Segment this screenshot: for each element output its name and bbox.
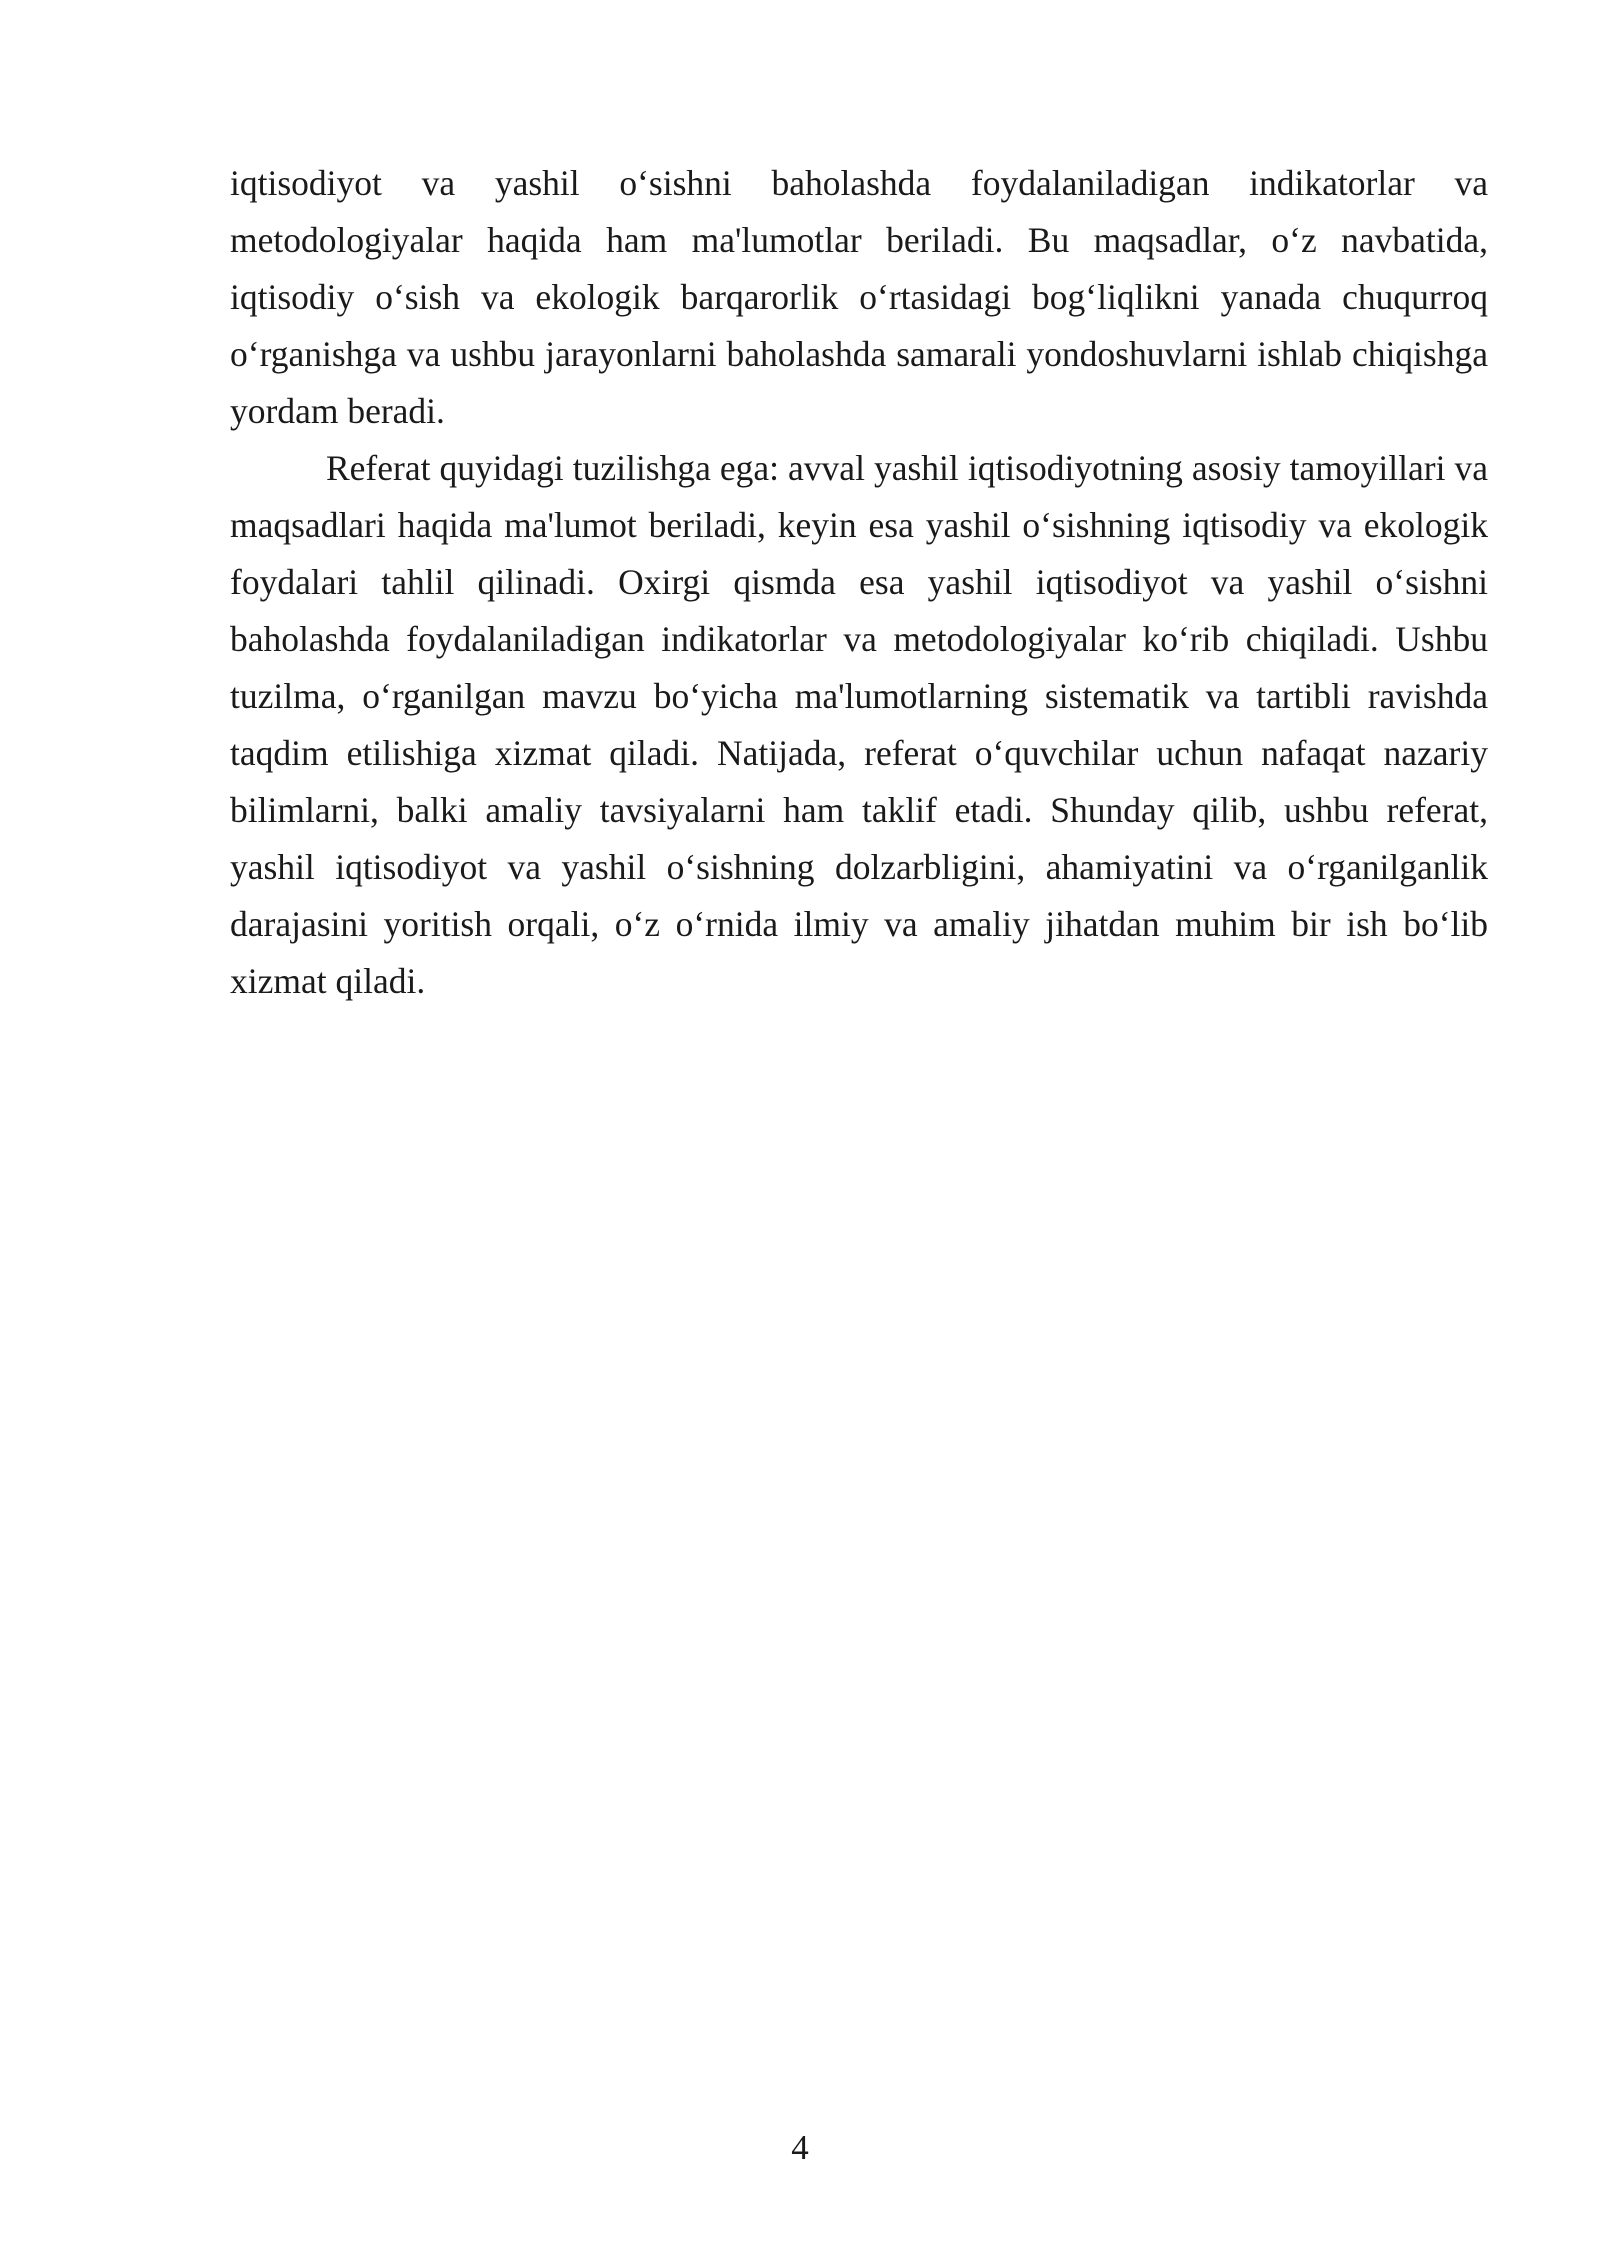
page-number: 4: [791, 2128, 809, 2167]
paragraph-structure: Referat quyidagi tuzilishga ega: avval yashil iqtisodiyotning asosiy tamoyillari va maqsadlari haqida ma'lumot beriladi, keyin esa yashil o‘sishning iqtisodiy va ekologik foydalari tahlil qilinadi. Oxirgi qismda esa yashil iqtisodiyot va yashil o‘sishni baholashda foydalaniladigan indikatorlar va metodologiyalar ko‘rib chiqiladi. Ushbu tuzilma, o‘rganilgan mavzu bo‘yicha ma'lumotlarning sistematik va tartibli ravishda taqdim etilishiga xizmat qiladi. Natijada, referat o‘quvchilar uchun nafaqat nazariy bilimlarni, balki amaliy tavsiyalarni ham taklif etadi. Shunday qilib, ushbu referat, yashil iqtisodiyot va yashil o‘sishning dolzarbligini, ahamiyatini va o‘rganilganlik darajasini yoritish orqali, o‘z o‘rnida ilmiy va amaliy jihatdan muhim bir ish bo‘lib xizmat qiladi.: [230, 448, 1488, 1001]
page-body: [230, 155, 1488, 1010]
paragraph-continuation: iqtisodiyot va yashil o‘sishni baholashda foydalaniladigan indikatorlar va metodologiyalar haqida ham ma'lumotlar beriladi. Bu maqsadlar, o‘z navbatida, iqtisodiy o‘sish va ekologik barqarorlik o‘rtasidagi bog‘liqlikni yanada chuqurroq o‘rganishga va ushbu jarayonlarni baholashda samarali yondoshuvlarni ishlab chiqishga yordam beradi.: [230, 163, 1488, 431]
